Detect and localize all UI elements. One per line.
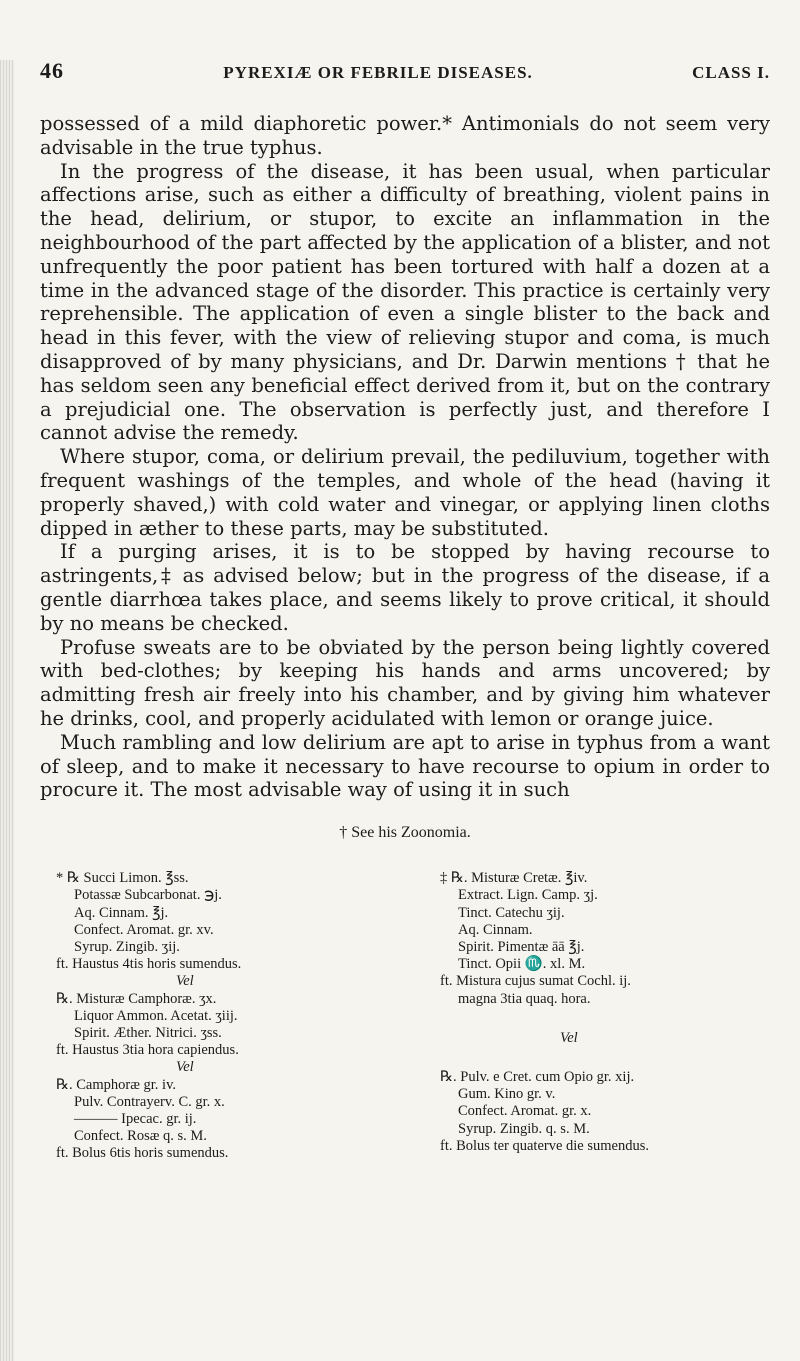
recipe-footnotes [40,870,770,1162]
recipe-line: ft. Haustus 4tis horis sumendus. [56,956,242,973]
recipe-line: Liquor Ammon. Acetat. ʒiij. [74,1007,238,1024]
paragraph: If a purging arises, it is to be stopped by having recourse to astringents,‡ as advised below; but in the progress of the disease, if a gentle diarrhœa takes place, and seems likely to prove critical, it should by no means be checked. [40,540,770,635]
recipe-line: ‡ ℞. Misturæ Cretæ. ℥iv. [440,870,588,887]
page-number: 46 [40,58,64,83]
book-page [40,58,770,1163]
recipe-column-left [40,870,386,1162]
recipe-line: Aq. Cinnam. [458,921,533,938]
paragraph: possessed of a mild diaphoretic power.* Antimonials do not seem very advisable in the true typhus. [40,112,770,159]
recipe-line: ft. Bolus ter quaterve die sumendus. [440,1137,649,1154]
main-text [40,112,770,802]
class-label: CLASS I. [692,63,770,82]
recipe-line: Confect. Aromat. gr. xv. [74,921,214,938]
running-title: PYREXIÆ OR FEBRILE DISEASES. [223,63,533,82]
recipe-line: Confect. Rosæ q. s. M. [74,1128,207,1145]
recipe-line: Spirit. Pimentæ āā ℥j. [458,938,585,955]
recipe-line: Syrup. Zingib. q. s. M. [458,1120,590,1137]
page-binding-edge [0,60,14,1361]
recipe-vel: Vel [560,1029,578,1046]
recipe-line: Spirit. Æther. Nitrici. ʒss. [74,1024,222,1041]
running-header [40,58,770,84]
recipe-line: Tinct. Opii ♏. xl. M. [458,956,586,973]
recipe-line: ft. Mistura cujus sumat Cochl. ij. [440,973,631,990]
recipe-vel: Vel [176,1059,194,1076]
paragraph: Profuse sweats are to be obviated by the person being lightly covered with bed-clothes; by keeping his hands and arms uncovered; by admitting fresh air freely into his chamber, and by giving him whatever he drinks, cool, and properly acidulated with lemon or orange juice. [40,635,770,730]
recipe-vel: Vel [176,973,194,990]
recipe-line: ℞. Pulv. e Cret. cum Opio gr. xij. [440,1068,635,1085]
paragraph: In the progress of the disease, it has been usual, when particular affections arise, such as either a difficulty of breathing, violent pains in the head, delirium, or stupor, to excite an inflammation in the neighbourhood of the part affected by the application of a blister, and not unfrequently the poor patient has been tortured with half a dozen at a time in the advanced stage of the disorder. This practice is certainly very reprehensible. The application of even a single blister to the back and head in this fever, with the view of relieving stupor and coma, is much disapproved of by many physicians, and Dr. Darwin mentions † that he has seldom seen any beneficial effect derived from it, but on the contrary a prejudicial one. The observation is perfectly just, and therefore I cannot advise the remedy. [40,159,770,445]
recipe-line: ℞. Misturæ Camphoræ. ʒx. [56,990,217,1007]
footnote-dagger: † See his Zoonomia. [339,824,471,842]
recipe-line: ft. Bolus 6tis horis sumendus. [56,1145,229,1162]
recipe-line: Tinct. Catechu ʒij. [458,904,565,921]
paragraph: Much rambling and low delirium are apt to arise in typhus from a want of sleep, and to make it necessary to have recourse to opium in order to procure it. The most advisable way of using it in such [40,730,770,802]
recipe-line: Pulv. Contrayerv. C. gr. x. [74,1093,225,1110]
recipe-column-right [430,870,770,1162]
recipe-line: Potassæ Subcarbonat. ℈j. [74,887,222,904]
recipe-line: ℞. Camphoræ gr. iv. [56,1076,177,1093]
paragraph: Where stupor, coma, or delirium prevail, the pediluvium, together with frequent washings of the temples, and whole of the head (having it properly shaved,) with cold water and vinegar, or applying linen cloths dipped in æther to these parts, may be substituted. [40,445,770,540]
recipe-line: Confect. Aromat. gr. x. [458,1103,592,1120]
recipe-line: ——— Ipecac. gr. ij. [74,1110,197,1127]
recipe-line: Syrup. Zingib. ʒij. [74,938,180,955]
recipe-line: * ℞ Succi Limon. ℥ss. [56,870,189,887]
recipe-line: Aq. Cinnam. ℥j. [74,904,169,921]
recipe-line: magna 3tia quaq. hora. [458,990,591,1007]
recipe-line: ft. Haustus 3tia hora capiendus. [56,1042,239,1059]
recipe-line: Extract. Lign. Camp. ʒj. [458,887,598,904]
recipe-line: Gum. Kino gr. v. [458,1086,556,1103]
